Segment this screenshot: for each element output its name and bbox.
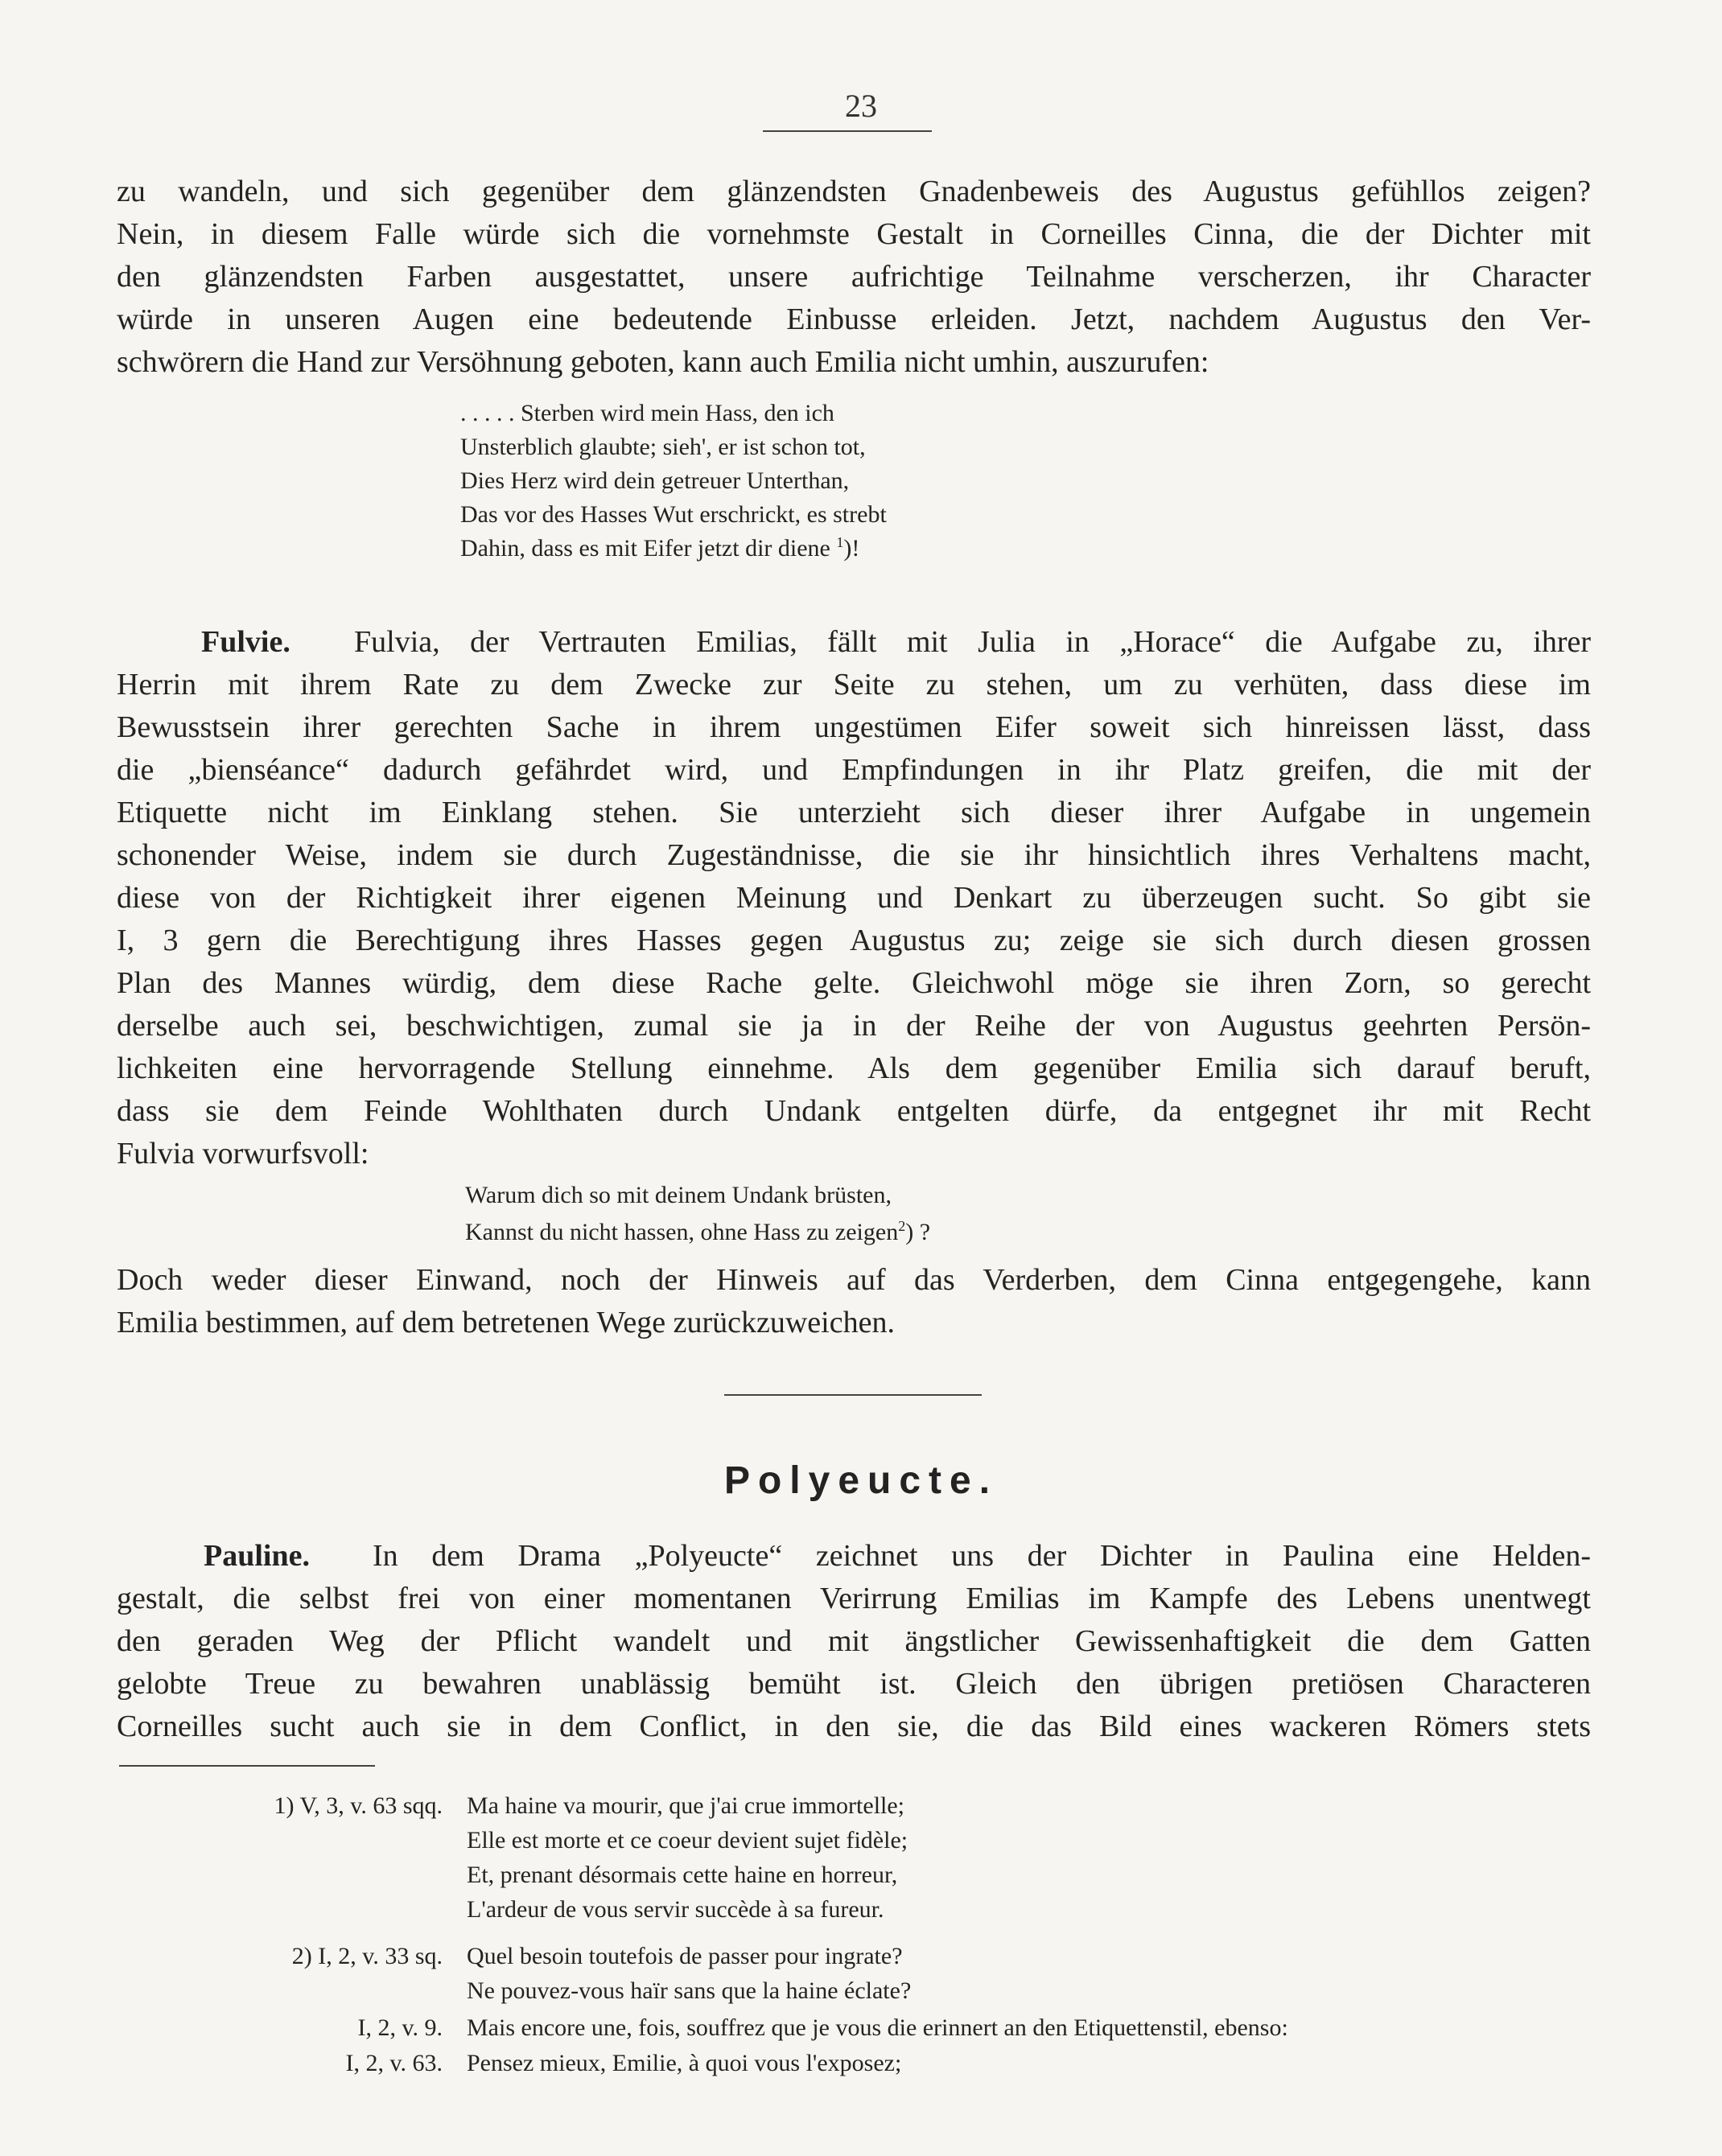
footnote-ref: 2) I, 2, v. 33 sq. — [291, 1943, 443, 1969]
footnote-mark: 1 — [836, 534, 844, 550]
verse-line: . . . . . Sterben wird mein Hass, den ich — [460, 400, 834, 426]
verse-line-last — [460, 533, 859, 565]
body-line: diese von der Richtigkeit ihrer eigenen Meinung und Denkart zu überzeugen sucht. So gibt sie — [117, 881, 1591, 915]
body-line: den geraden Weg der Pflicht wandelt und mit ängstlicher Gewissenhaftigkeit die dem Gatten — [117, 1624, 1591, 1658]
footnote-ref: 1) V, 3, v. 63 sqq. — [274, 1792, 443, 1819]
body-text: In dem Drama „Polyeucte“ zeichnet uns der Dichter in Paulina eine Helden- — [373, 1539, 1591, 1573]
footnote-ref: I, 2, v. 63. — [345, 2050, 443, 2076]
footnote-line: Pensez mieux, Emilie, à quoi vous l'exposez; — [467, 2050, 902, 2076]
footnote-mark: 2 — [898, 1218, 906, 1234]
verse-end: )! — [843, 535, 860, 562]
body-line: gelobte Treue zu bewahren unablässig bemüht ist. Gleich den übrigen pretiösen Characteren — [117, 1667, 1591, 1701]
body-line: I, 3 gern die Berechtigung ihres Hasses gegen Augustus zu; zeige sie sich durch diesen grossen — [117, 924, 1591, 957]
body-line: schwörern die Hand zur Versöhnung geboten, kann auch Emilia nicht umhin, auszurufen: — [117, 345, 1209, 379]
body-line: Nein, in diesem Falle würde sich die vornehmste Gestalt in Corneilles Cinna, die der Dichter mit — [117, 217, 1591, 251]
character-label: Pauline. — [204, 1539, 310, 1573]
footnote-line: Mais encore une, fois, souffrez que je vous die erinnert an den Etiquettenstil, ebenso: — [467, 2014, 1288, 2041]
verse-line: Unsterblich glaubte; sieh', er ist schon tot, — [460, 434, 866, 460]
verse-line: Das vor des Hasses Wut erschrickt, es strebt — [460, 501, 887, 528]
body-line: gestalt, die selbst frei von einer momentanen Verirrung Emilias im Kampfe des Lebens unentwegt — [117, 1582, 1591, 1615]
section-heading: Polyeucte. — [723, 1459, 999, 1502]
body-line: Herrin mit ihrem Rate zu dem Zwecke zur Seite zu stehen, um zu verhüten, dass diese im — [117, 668, 1591, 702]
footnote-ref: I, 2, v. 9. — [357, 2014, 443, 2041]
verse-line: Warum dich so mit deinem Undank brüsten, — [465, 1182, 892, 1208]
body-line: würde in unseren Augen eine bedeutende Einbusse erleiden. Jetzt, nachdem Augustus den Ver- — [117, 302, 1591, 336]
verse-end: ) ? — [905, 1219, 931, 1245]
footnote-line: Quel besoin toutefois de passer pour ingrate? — [467, 1943, 903, 1969]
body-line: schonender Weise, indem sie durch Zugeständnisse, die sie ihr hinsichtlich ihres Verhaltens macht, — [117, 838, 1591, 872]
body-line: Fulvia vorwurfsvoll: — [117, 1137, 369, 1171]
verse-text: Kannst du nicht hassen, ohne Hass zu zeigen — [465, 1219, 899, 1245]
footnote-line: Ma haine va mourir, que j'ai crue immortelle; — [467, 1792, 905, 1819]
body-line: dass sie dem Feinde Wohlthaten durch Undank entgelten dürfe, da entgegnet ihr mit Recht — [117, 1094, 1591, 1128]
body-line: lichkeiten eine hervorragende Stellung einnehme. Als dem gegenüber Emilia sich darauf beruft, — [117, 1051, 1591, 1085]
footnote-line: Et, prenant désormais cette haine en horreur, — [467, 1862, 898, 1888]
verse-text: Dahin, dass es mit Eifer jetzt dir diene — [460, 535, 830, 562]
body-line: Emilia bestimmen, auf dem betretenen Wege zurückzuweichen. — [117, 1306, 895, 1339]
footnote-rule — [119, 1765, 375, 1767]
body-line: Plan des Mannes würdig, dem diese Rache gelte. Gleichwohl möge sie ihren Zorn, so gerecht — [117, 966, 1591, 1000]
header-rule — [763, 130, 932, 132]
character-label: Fulvie. — [201, 625, 290, 659]
body-line: Corneilles sucht auch sie in dem Conflict, in den sie, die das Bild eines wackeren Römers stets — [117, 1710, 1591, 1743]
body-line: Bewusstsein ihrer gerechten Sache in ihrem ungestümen Eifer soweit sich hinreissen lässt, dass — [117, 710, 1591, 744]
body-line: Etiquette nicht im Einklang stehen. Sie unterzieht sich dieser ihrer Aufgabe in ungemein — [117, 796, 1591, 829]
footnote-line: L'ardeur de vous servir succède à sa fureur. — [467, 1896, 884, 1923]
body-line: die „bienséance“ dadurch gefährdet wird, und Empfindungen in ihr Platz greifen, die mit der — [117, 753, 1591, 787]
body-line: den glänzendsten Farben ausgestattet, unsere aufrichtige Teilnahme verscherzen, ihr Character — [117, 260, 1591, 294]
verse-line-last — [465, 1216, 930, 1249]
body-line: derselbe auch sei, beschwichtigen, zumal sie ja in der Reihe der von Augustus geehrten Persön- — [117, 1009, 1591, 1043]
page-number: 23 — [845, 88, 877, 124]
verse-line: Dies Herz wird dein getreuer Unterthan, — [460, 467, 850, 494]
body-line: Doch weder dieser Einwand, noch der Hinweis auf das Verderben, dem Cinna entgegengehe, kann — [117, 1263, 1591, 1297]
body-line: zu wandeln, und sich gegenüber dem glänzendsten Gnadenbeweis des Augustus gefühllos zeigen? — [117, 175, 1591, 208]
footnote-line: Elle est morte et ce coeur devient sujet fidèle; — [467, 1827, 908, 1854]
body-text: Fulvia, der Vertrauten Emilias, fällt mit Julia in „Horace“ die Aufgabe zu, ihrer — [354, 625, 1591, 659]
section-divider — [724, 1394, 982, 1396]
footnote-line: Ne pouvez-vous haïr sans que la haine éclate? — [467, 1977, 912, 2004]
